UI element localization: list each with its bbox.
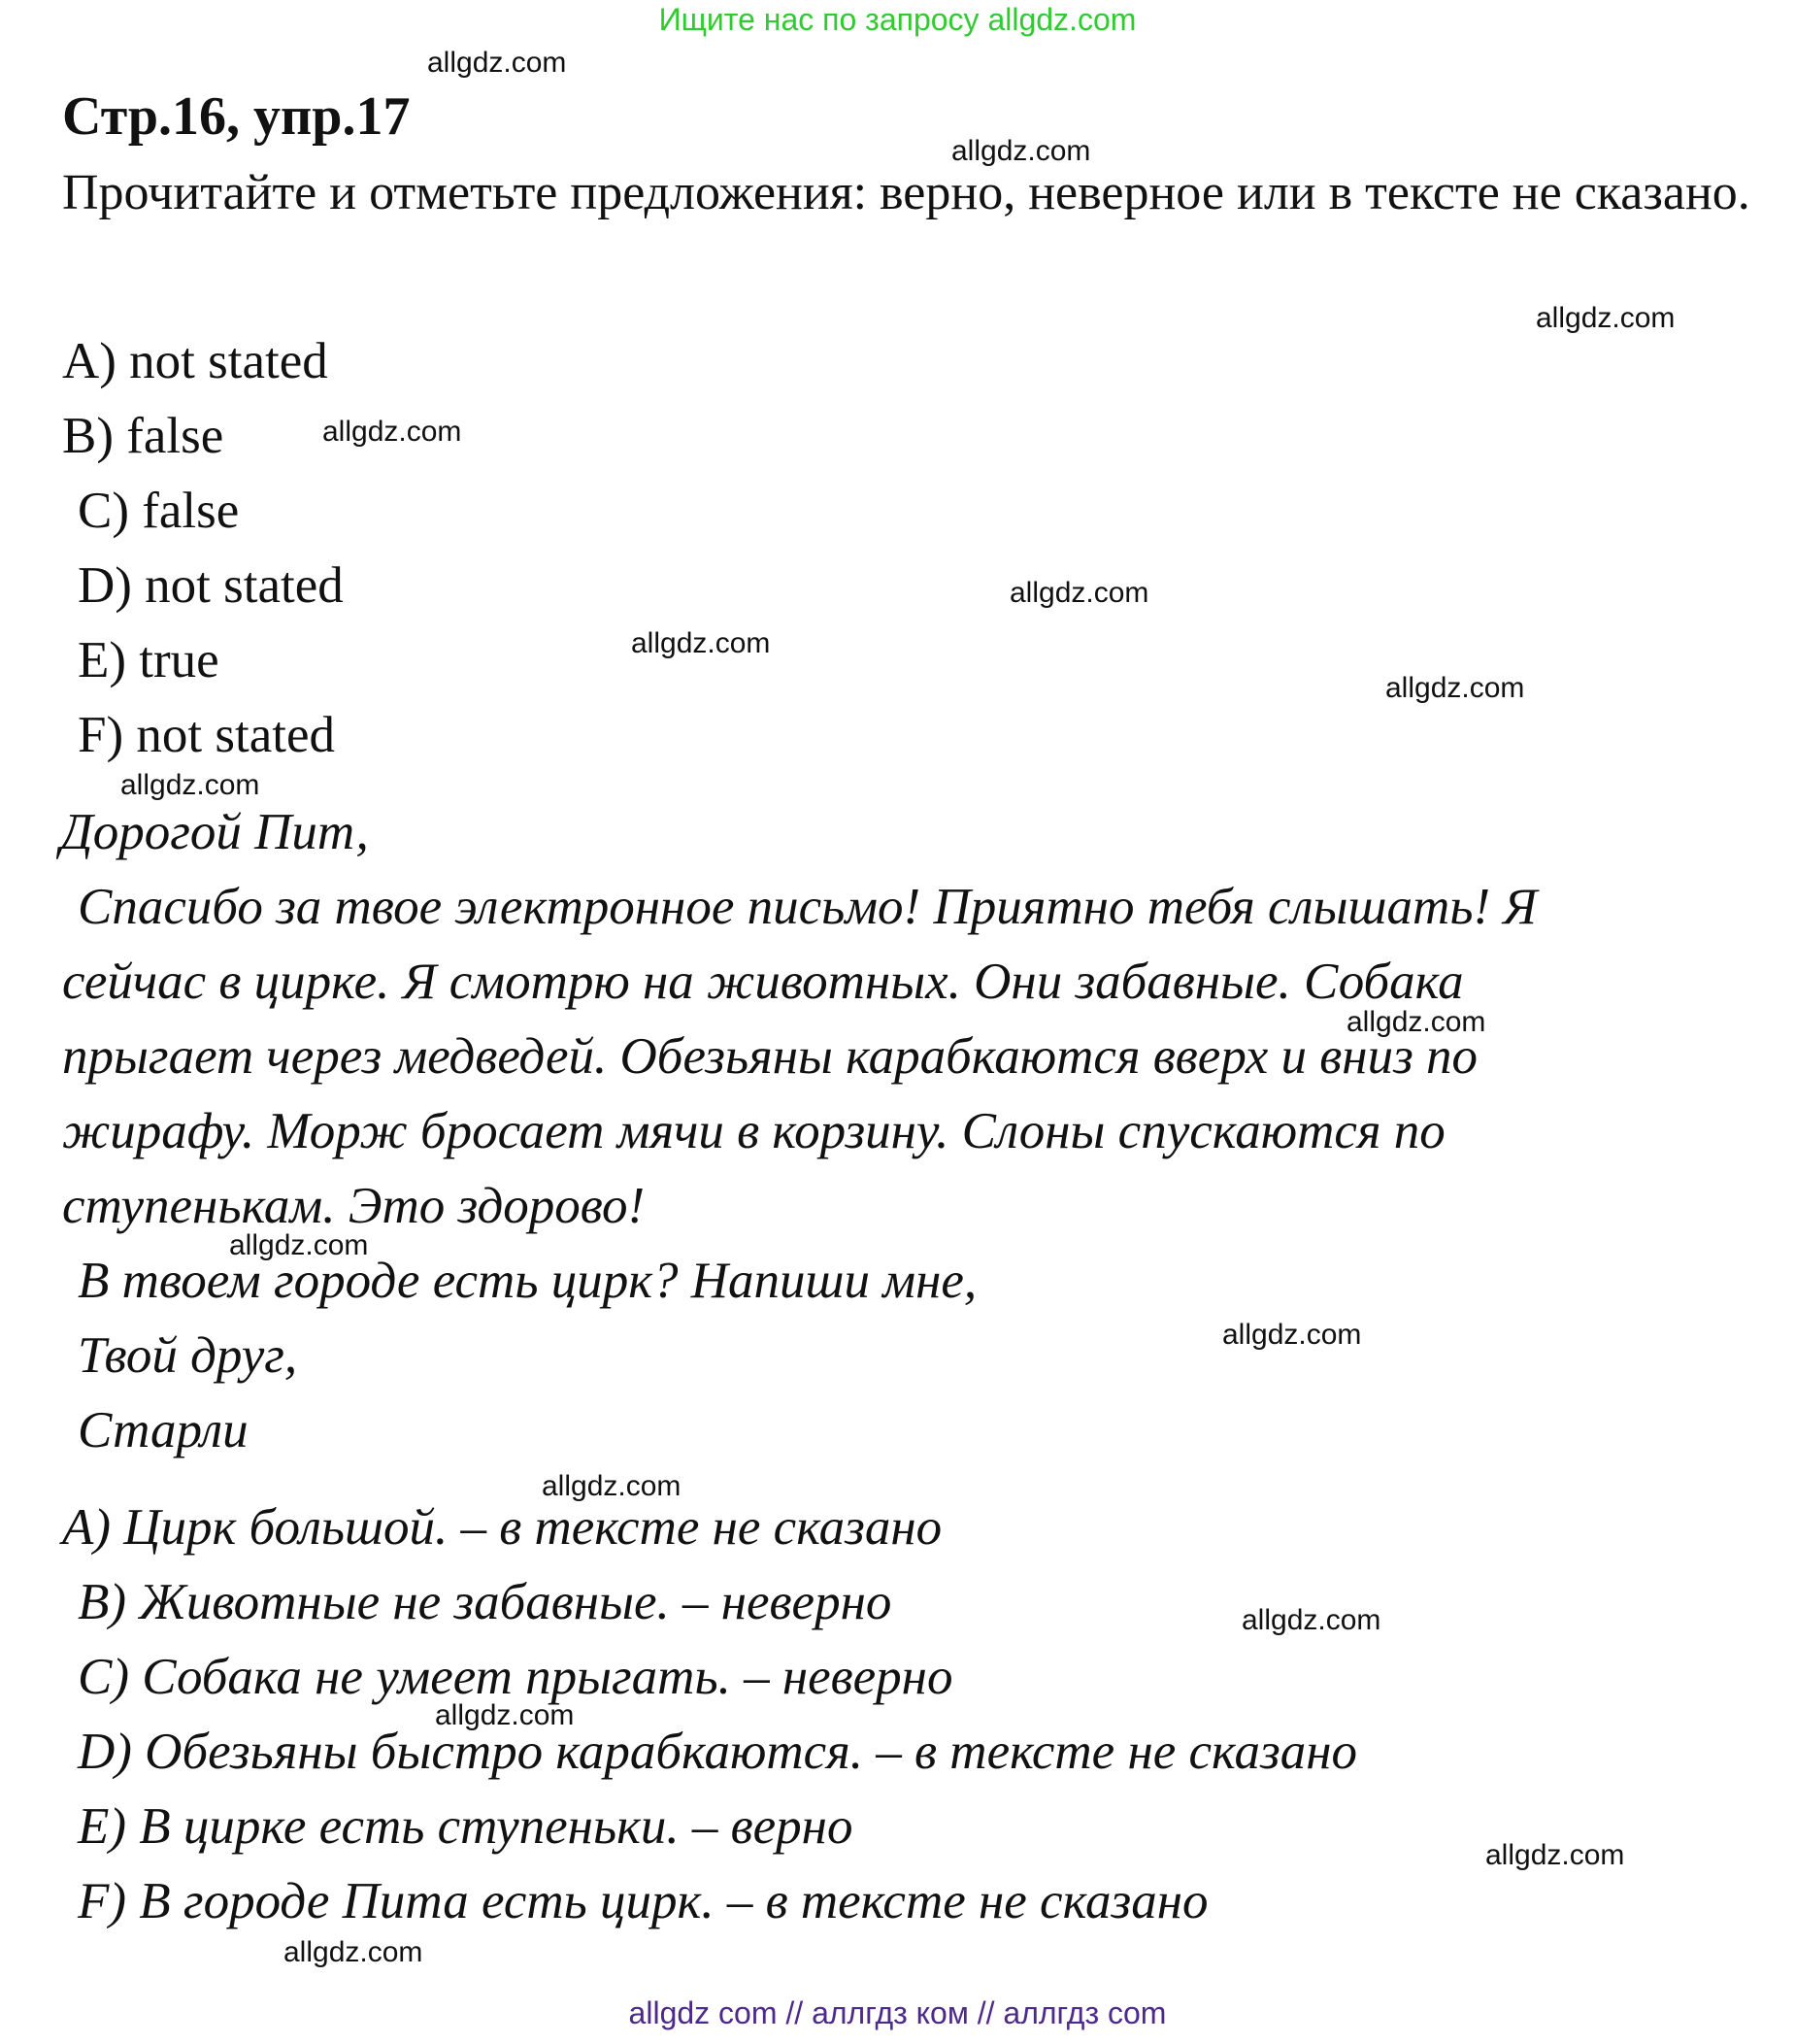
footer-links: allgdz com // аллгдз ком // аллгдз com (628, 1995, 1167, 2030)
watermark: allgdz.com (1485, 1839, 1625, 1871)
watermark: allgdz.com (1346, 1006, 1486, 1038)
statement-item: D) Обезьяны быстро карабкаются. – в тексте не сказано (78, 1724, 1357, 1780)
answer-item: C) false (78, 483, 240, 539)
watermark: allgdz.com (283, 1936, 423, 1968)
answer-item: E) true (78, 632, 219, 688)
letter-line: жирафу. Морж бросает мячи в корзину. Слоны спускаются по (62, 1103, 1446, 1159)
statement-item: F) В городе Пита есть цирк. – в тексте не сказано (78, 1873, 1209, 1929)
answer-item: F) not stated (78, 707, 335, 763)
exercise-instruction: Прочитайте и отметьте предложения: верно, неверное или в тексте не сказано. (62, 165, 1750, 220)
watermark: allgdz.com (1385, 672, 1525, 704)
watermark: allgdz.com (1536, 302, 1676, 334)
statement-item: C) Собака не умеет прыгать. – неверно (78, 1649, 953, 1705)
top-banner: Ищите нас по запросу allgdz.com (658, 2, 1137, 37)
letter-line: ступенькам. Это здорово! (62, 1178, 646, 1234)
watermark: allgdz.com (1242, 1604, 1381, 1636)
answer-item: A) not stated (62, 333, 328, 389)
page-title: Стр.16, упр.17 (62, 86, 411, 147)
watermark: allgdz.com (542, 1470, 681, 1502)
watermark: allgdz.com (427, 47, 567, 79)
watermark: allgdz.com (229, 1229, 369, 1261)
letter-line: Дорогой Пит, (60, 804, 369, 860)
watermark: allgdz.com (951, 135, 1091, 167)
watermark: allgdz.com (1010, 577, 1149, 609)
letter-line: сейчас в цирке. Я смотрю на животных. Они забавные. Собака (62, 954, 1464, 1010)
letter-line: Спасибо за твое электронное письмо! Приятно тебя слышать! Я (78, 879, 1538, 935)
watermark: allgdz.com (435, 1699, 575, 1731)
answer-item: B) false (62, 408, 224, 464)
watermark: allgdz.com (322, 416, 462, 448)
statement-item: A) Цирк большой. – в тексте не сказано (62, 1499, 943, 1556)
statement-item: B) Животные не забавные. – неверно (78, 1574, 892, 1630)
answer-item: D) not stated (78, 557, 344, 614)
statement-item: E) В цирке есть ступеньки. – верно (78, 1798, 853, 1855)
letter-line: Старли (78, 1402, 249, 1458)
watermark: allgdz.com (631, 627, 771, 659)
letter-line: прыгает через медведей. Обезьяны карабкаются вверх и вниз по (62, 1028, 1479, 1085)
letter-line: Твой друг, (78, 1327, 298, 1384)
letter-line: В твоем городе есть цирк? Напиши мне, (78, 1253, 978, 1309)
watermark: allgdz.com (1222, 1319, 1362, 1351)
watermark: allgdz.com (120, 769, 260, 801)
